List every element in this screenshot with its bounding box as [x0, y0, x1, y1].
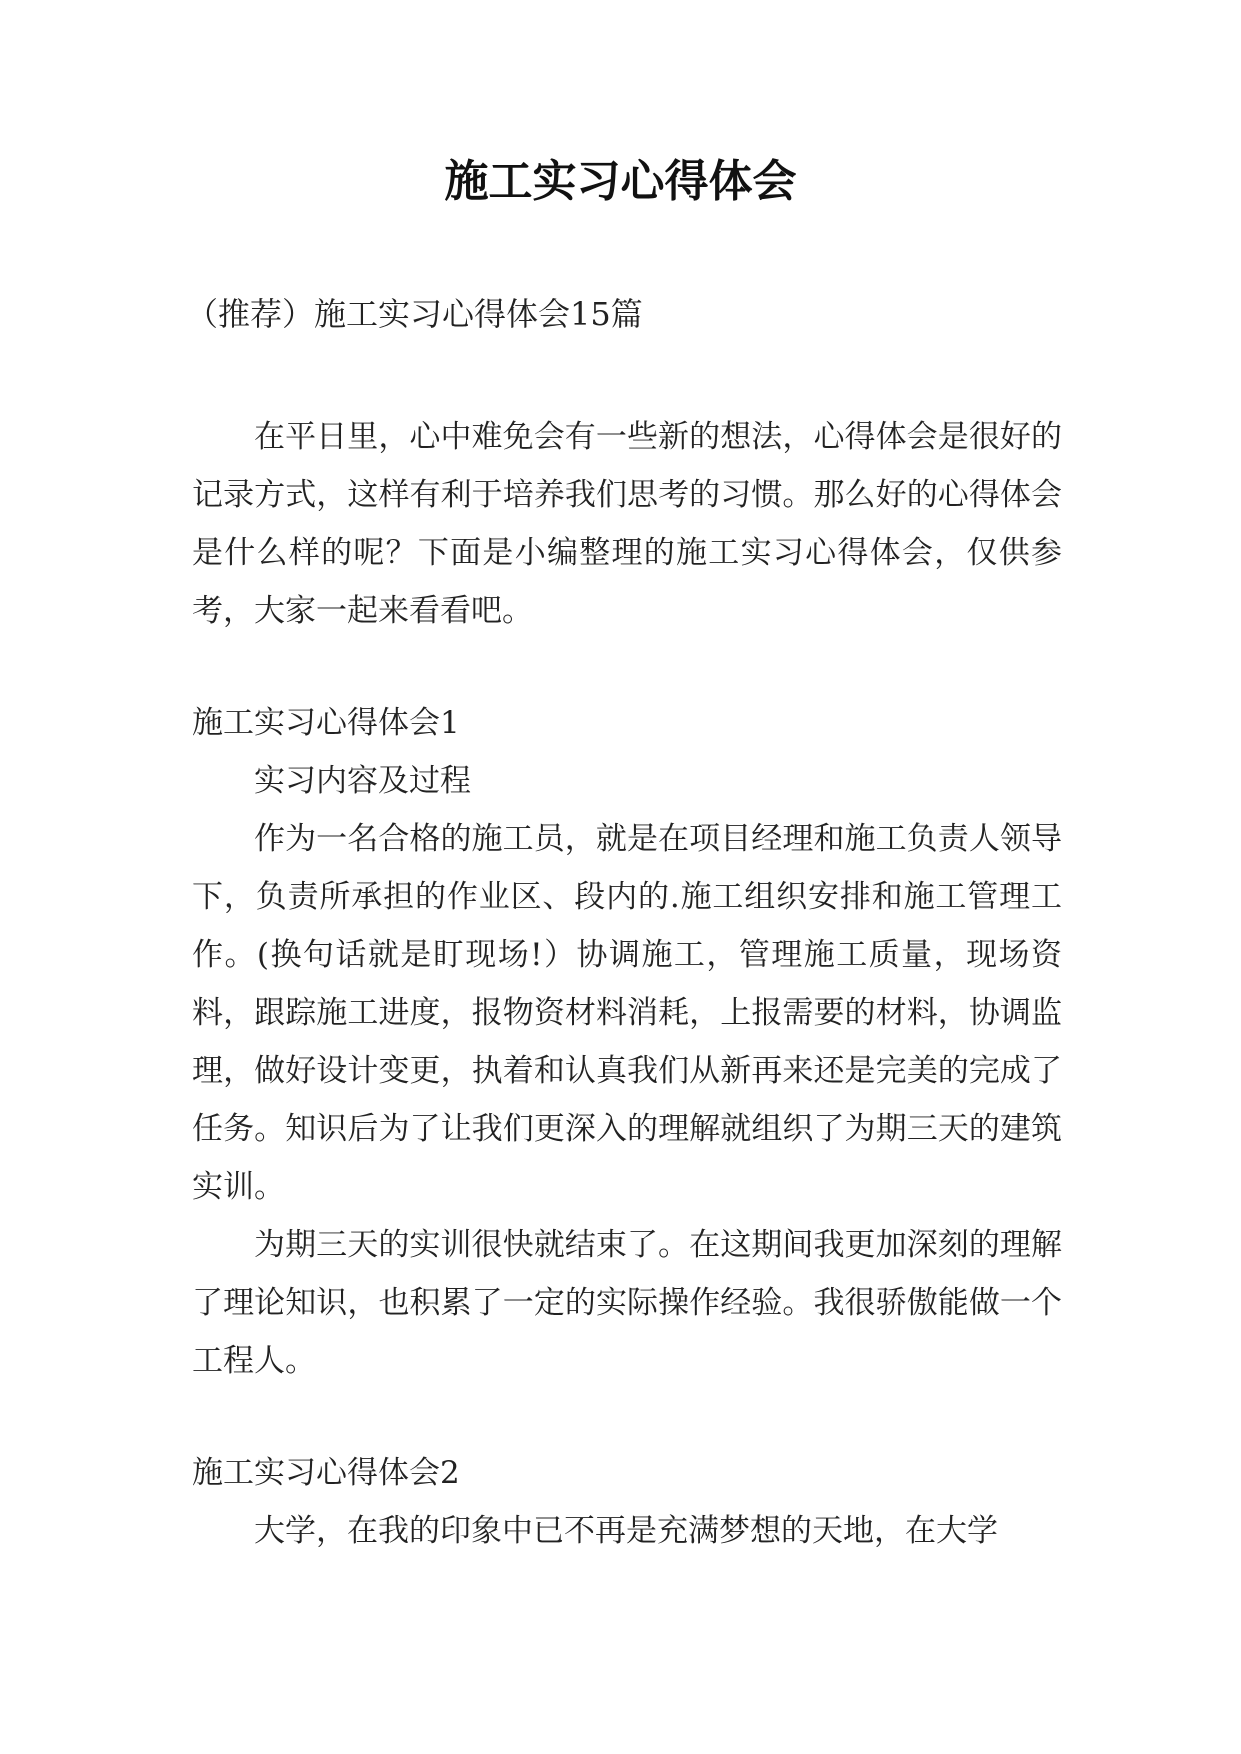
section-subheading-1: 实习内容及过程 — [254, 763, 471, 799]
document-subtitle: （推荐）施工实习心得体会15篇 — [186, 295, 643, 333]
intro-paragraph: 在平日里，心中难免会有一些新的想法，心得体会是很好的记录方式，这样有利于培养我们思考的习惯。那么好的心得体会是什么样的呢？下面是小编整理的施工实习心得体会，仅供参考，大家一起来看看吧。 — [192, 419, 1062, 629]
section-heading-2: 施工实习心得体会2 — [192, 1455, 460, 1491]
section-1-paragraph-2: 为期三天的实训很快就结束了。在这期间我更加深刻的理解了理论知识，也积累了一定的实际操作经验。我很骄傲能做一个工程人。 — [192, 1227, 1062, 1379]
section-1-paragraph-1: 作为一名合格的施工员，就是在项目经理和施工负责人领导下，负责所承担的作业区、段内的.施工组织安排和施工管理工作。(换句话就是盯现场!）协调施工，管理施工质量，现场资料，跟踪施工进度，报物资材料消耗，上报需要的材料，协调监理，做好设计变更，执着和认真我们从新再来还是完美的完成了任务。知识后为了让我们更深入的理解就组织了为期三天的建筑实训。 — [192, 821, 1062, 1205]
document-body — [192, 408, 1062, 1560]
section-2-paragraph-1: 大学，在我的印象中已不再是充满梦想的天地，在大学 — [254, 1513, 998, 1549]
section-heading-1: 施工实习心得体会1 — [192, 705, 460, 741]
spacer — [192, 640, 1062, 694]
spacer — [192, 1390, 1062, 1444]
document-title: 施工实习心得体会 — [444, 156, 797, 207]
